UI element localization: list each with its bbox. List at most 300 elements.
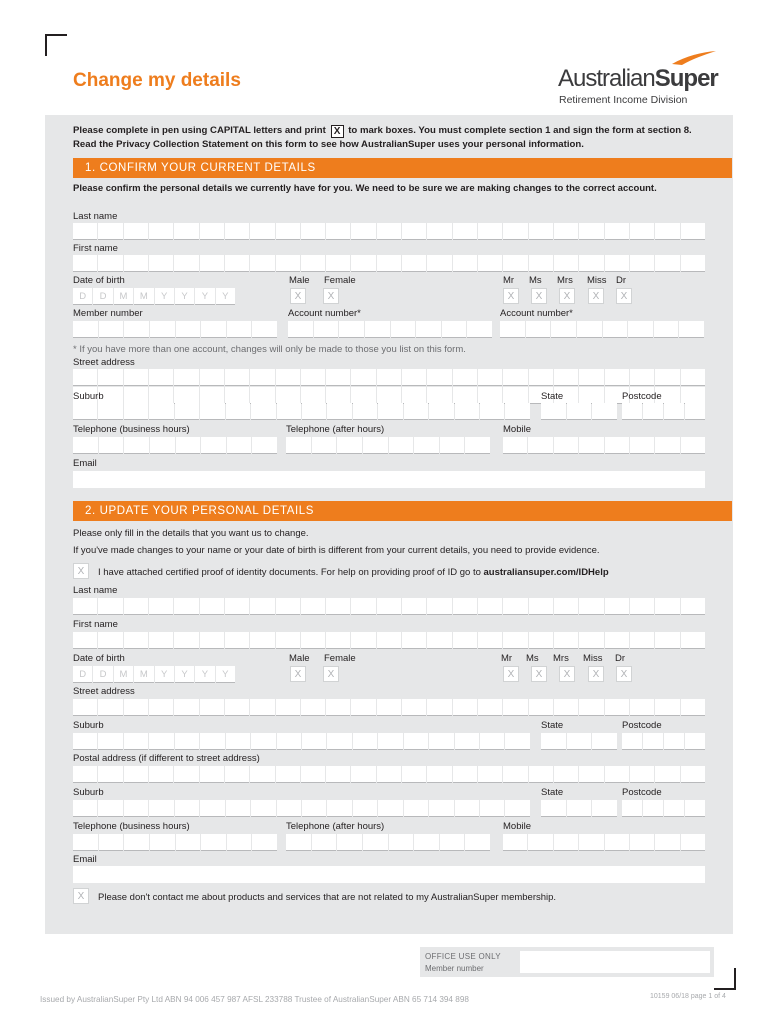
char-cell[interactable] [176, 321, 201, 338]
char-cell[interactable] [250, 223, 274, 240]
char-cell[interactable] [567, 800, 592, 817]
char-cell[interactable] [579, 766, 603, 783]
char-cell[interactable] [73, 598, 97, 615]
char-cell[interactable] [503, 369, 527, 386]
char-cell[interactable] [402, 766, 426, 783]
char-cell[interactable] [453, 387, 477, 404]
s2-male-checkbox[interactable]: X [290, 666, 306, 682]
date-cell[interactable]: Y [155, 666, 174, 683]
char-cell[interactable] [351, 223, 375, 240]
char-cell[interactable] [175, 403, 199, 420]
s2-dr-checkbox[interactable]: X [616, 666, 632, 682]
char-cell[interactable] [655, 223, 679, 240]
char-cell[interactable] [579, 834, 603, 851]
char-cell[interactable] [98, 255, 122, 272]
char-cell[interactable] [99, 437, 124, 454]
char-cell[interactable] [440, 437, 465, 454]
char-cell[interactable] [252, 437, 277, 454]
char-cell[interactable] [226, 403, 250, 420]
char-cell[interactable] [363, 437, 388, 454]
char-cell[interactable] [605, 834, 629, 851]
char-cell[interactable] [622, 403, 642, 420]
char-cell[interactable] [655, 632, 679, 649]
char-cell[interactable] [377, 699, 401, 716]
char-cell[interactable] [664, 733, 684, 750]
char-cell[interactable] [73, 699, 97, 716]
char-cell[interactable] [277, 733, 301, 750]
char-cell[interactable] [453, 766, 477, 783]
char-cell[interactable] [685, 800, 705, 817]
char-cell[interactable] [73, 632, 97, 649]
char-cell[interactable] [414, 437, 439, 454]
char-cell[interactable] [225, 632, 249, 649]
char-cell[interactable] [227, 834, 252, 851]
char-cell[interactable] [503, 387, 527, 404]
date-cell[interactable]: Y [216, 666, 235, 683]
char-cell[interactable] [478, 387, 502, 404]
char-cell[interactable] [176, 437, 201, 454]
char-cell[interactable] [429, 733, 453, 750]
char-cell[interactable] [301, 766, 325, 783]
char-cell[interactable] [149, 632, 173, 649]
char-cell[interactable] [429, 403, 453, 420]
char-cell[interactable] [453, 598, 477, 615]
s2-mrs-checkbox[interactable]: X [559, 666, 575, 682]
char-cell[interactable] [149, 766, 173, 783]
s1-mrs-checkbox[interactable]: X [559, 288, 575, 304]
char-cell[interactable] [453, 255, 477, 272]
char-cell[interactable] [301, 387, 325, 404]
char-cell[interactable] [327, 403, 351, 420]
char-cell[interactable] [503, 632, 527, 649]
char-cell[interactable] [200, 632, 224, 649]
char-cell[interactable] [353, 733, 377, 750]
char-cell[interactable] [630, 598, 654, 615]
char-cell[interactable] [605, 255, 629, 272]
s2-tel-after-input[interactable] [286, 834, 490, 851]
char-cell[interactable] [250, 255, 274, 272]
char-cell[interactable] [98, 598, 122, 615]
char-cell[interactable] [225, 255, 249, 272]
char-cell[interactable] [404, 733, 428, 750]
s2-first-name-input[interactable] [73, 632, 705, 649]
char-cell[interactable] [592, 800, 617, 817]
char-cell[interactable] [312, 437, 337, 454]
char-cell[interactable] [503, 255, 527, 272]
char-cell[interactable] [528, 437, 552, 454]
char-cell[interactable] [467, 321, 492, 338]
char-cell[interactable] [200, 598, 224, 615]
char-cell[interactable] [478, 223, 502, 240]
s1-suburb-input[interactable] [73, 403, 530, 420]
char-cell[interactable] [351, 255, 375, 272]
char-cell[interactable] [365, 321, 390, 338]
char-cell[interactable] [98, 766, 122, 783]
char-cell[interactable] [99, 321, 124, 338]
char-cell[interactable] [351, 598, 375, 615]
char-cell[interactable] [630, 369, 654, 386]
char-cell[interactable] [174, 632, 198, 649]
s1-street-input-line-2[interactable] [73, 387, 705, 404]
char-cell[interactable] [98, 733, 122, 750]
char-cell[interactable] [201, 834, 226, 851]
s1-mr-checkbox[interactable]: X [503, 288, 519, 304]
char-cell[interactable] [554, 766, 578, 783]
char-cell[interactable] [453, 369, 477, 386]
date-cell[interactable]: D [73, 666, 92, 683]
char-cell[interactable] [427, 699, 451, 716]
char-cell[interactable] [622, 800, 642, 817]
char-cell[interactable] [99, 834, 124, 851]
s1-mobile-input[interactable] [503, 437, 705, 454]
char-cell[interactable] [225, 699, 249, 716]
char-cell[interactable] [73, 223, 97, 240]
s2-postcode-input[interactable] [622, 733, 705, 750]
char-cell[interactable] [277, 403, 301, 420]
char-cell[interactable] [301, 369, 325, 386]
char-cell[interactable] [402, 699, 426, 716]
char-cell[interactable] [579, 255, 603, 272]
char-cell[interactable] [73, 800, 97, 817]
char-cell[interactable] [628, 321, 653, 338]
char-cell[interactable] [679, 321, 704, 338]
char-cell[interactable] [149, 223, 173, 240]
char-cell[interactable] [276, 255, 300, 272]
char-cell[interactable] [326, 632, 350, 649]
char-cell[interactable] [98, 403, 122, 420]
char-cell[interactable] [276, 369, 300, 386]
s2-mr-checkbox[interactable]: X [503, 666, 519, 682]
s1-dob-input[interactable] [73, 288, 235, 305]
char-cell[interactable] [73, 834, 98, 851]
char-cell[interactable] [174, 766, 198, 783]
char-cell[interactable] [225, 369, 249, 386]
s2-street-input[interactable] [73, 699, 705, 716]
char-cell[interactable] [124, 321, 149, 338]
s2-proof-checkbox[interactable]: X [73, 563, 89, 579]
char-cell[interactable] [554, 699, 578, 716]
char-cell[interactable] [427, 387, 451, 404]
char-cell[interactable] [200, 223, 224, 240]
date-cell[interactable]: Y [195, 666, 214, 683]
char-cell[interactable] [480, 733, 504, 750]
char-cell[interactable] [402, 255, 426, 272]
char-cell[interactable] [73, 403, 97, 420]
char-cell[interactable] [605, 699, 629, 716]
char-cell[interactable] [427, 598, 451, 615]
char-cell[interactable] [73, 321, 98, 338]
char-cell[interactable] [174, 598, 198, 615]
char-cell[interactable] [302, 800, 326, 817]
char-cell[interactable] [149, 699, 173, 716]
char-cell[interactable] [227, 437, 252, 454]
char-cell[interactable] [251, 403, 275, 420]
char-cell[interactable] [200, 766, 224, 783]
char-cell[interactable] [655, 766, 679, 783]
char-cell[interactable] [124, 632, 148, 649]
char-cell[interactable] [351, 387, 375, 404]
char-cell[interactable] [327, 800, 351, 817]
char-cell[interactable] [302, 733, 326, 750]
char-cell[interactable] [643, 800, 663, 817]
char-cell[interactable] [351, 699, 375, 716]
char-cell[interactable] [301, 699, 325, 716]
char-cell[interactable] [225, 223, 249, 240]
char-cell[interactable] [124, 437, 149, 454]
char-cell[interactable] [529, 598, 553, 615]
char-cell[interactable] [605, 632, 629, 649]
char-cell[interactable] [276, 699, 300, 716]
char-cell[interactable] [541, 403, 566, 420]
char-cell[interactable] [124, 223, 148, 240]
char-cell[interactable] [174, 699, 198, 716]
char-cell[interactable] [98, 699, 122, 716]
s1-dr-checkbox[interactable]: X [616, 288, 632, 304]
char-cell[interactable] [503, 598, 527, 615]
char-cell[interactable] [276, 766, 300, 783]
char-cell[interactable] [176, 834, 201, 851]
s1-email-input[interactable] [73, 471, 705, 488]
char-cell[interactable] [529, 255, 553, 272]
char-cell[interactable] [505, 403, 529, 420]
char-cell[interactable] [150, 834, 175, 851]
char-cell[interactable] [175, 800, 199, 817]
char-cell[interactable] [149, 800, 173, 817]
char-cell[interactable] [404, 800, 428, 817]
char-cell[interactable] [174, 369, 198, 386]
s1-account-number-2-input[interactable] [500, 321, 704, 338]
char-cell[interactable] [286, 834, 311, 851]
char-cell[interactable] [402, 223, 426, 240]
char-cell[interactable] [200, 387, 224, 404]
char-cell[interactable] [377, 766, 401, 783]
s1-ms-checkbox[interactable]: X [531, 288, 547, 304]
char-cell[interactable] [301, 223, 325, 240]
char-cell[interactable] [73, 369, 97, 386]
s2-suburb2-input[interactable] [73, 800, 530, 817]
char-cell[interactable] [427, 255, 451, 272]
char-cell[interactable] [592, 733, 617, 750]
date-cell[interactable]: M [134, 666, 153, 683]
char-cell[interactable] [554, 598, 578, 615]
char-cell[interactable] [554, 223, 578, 240]
char-cell[interactable] [605, 766, 629, 783]
char-cell[interactable] [551, 321, 576, 338]
char-cell[interactable] [276, 223, 300, 240]
s2-ms-checkbox[interactable]: X [531, 666, 547, 682]
char-cell[interactable] [225, 598, 249, 615]
s1-female-checkbox[interactable]: X [323, 288, 339, 304]
char-cell[interactable] [455, 403, 479, 420]
char-cell[interactable] [529, 766, 553, 783]
char-cell[interactable] [363, 834, 388, 851]
char-cell[interactable] [442, 321, 467, 338]
char-cell[interactable] [577, 321, 602, 338]
char-cell[interactable] [592, 403, 617, 420]
s2-email-input[interactable] [73, 866, 705, 883]
char-cell[interactable] [630, 699, 654, 716]
char-cell[interactable] [503, 223, 527, 240]
char-cell[interactable] [505, 733, 529, 750]
char-cell[interactable] [200, 369, 224, 386]
char-cell[interactable] [150, 321, 175, 338]
char-cell[interactable] [251, 733, 275, 750]
char-cell[interactable] [681, 598, 705, 615]
char-cell[interactable] [529, 369, 553, 386]
char-cell[interactable] [377, 255, 401, 272]
char-cell[interactable] [480, 403, 504, 420]
char-cell[interactable] [630, 223, 654, 240]
char-cell[interactable] [402, 632, 426, 649]
char-cell[interactable] [327, 733, 351, 750]
s2-mobile-input[interactable] [503, 834, 705, 851]
char-cell[interactable] [225, 387, 249, 404]
s1-last-name-input[interactable] [73, 223, 705, 240]
char-cell[interactable] [326, 387, 350, 404]
char-cell[interactable] [377, 369, 401, 386]
s1-state-input[interactable] [541, 403, 617, 420]
char-cell[interactable] [250, 369, 274, 386]
s1-street-input[interactable] [73, 369, 705, 386]
char-cell[interactable] [73, 437, 98, 454]
char-cell[interactable] [429, 800, 453, 817]
char-cell[interactable] [416, 321, 441, 338]
s1-account-number-1-input[interactable] [288, 321, 492, 338]
char-cell[interactable] [389, 437, 414, 454]
char-cell[interactable] [312, 834, 337, 851]
char-cell[interactable] [314, 321, 339, 338]
char-cell[interactable] [567, 403, 592, 420]
char-cell[interactable] [174, 387, 198, 404]
char-cell[interactable] [149, 733, 173, 750]
char-cell[interactable] [503, 437, 527, 454]
char-cell[interactable] [605, 223, 629, 240]
char-cell[interactable] [351, 632, 375, 649]
char-cell[interactable] [465, 437, 490, 454]
char-cell[interactable] [427, 632, 451, 649]
char-cell[interactable] [201, 437, 226, 454]
char-cell[interactable] [541, 800, 566, 817]
char-cell[interactable] [124, 369, 148, 386]
s2-postal-input[interactable] [73, 766, 705, 783]
char-cell[interactable] [402, 598, 426, 615]
date-cell[interactable]: D [93, 666, 112, 683]
char-cell[interactable] [377, 387, 401, 404]
char-cell[interactable] [685, 733, 705, 750]
s2-suburb-input[interactable] [73, 733, 530, 750]
char-cell[interactable] [98, 223, 122, 240]
char-cell[interactable] [605, 369, 629, 386]
char-cell[interactable] [250, 387, 274, 404]
char-cell[interactable] [453, 632, 477, 649]
char-cell[interactable] [681, 223, 705, 240]
char-cell[interactable] [554, 437, 578, 454]
char-cell[interactable] [414, 834, 439, 851]
char-cell[interactable] [579, 632, 603, 649]
char-cell[interactable] [124, 598, 148, 615]
char-cell[interactable] [124, 403, 148, 420]
s2-tel-business-input[interactable] [73, 834, 277, 851]
char-cell[interactable] [478, 255, 502, 272]
char-cell[interactable] [251, 800, 275, 817]
char-cell[interactable] [175, 733, 199, 750]
char-cell[interactable] [681, 766, 705, 783]
char-cell[interactable] [655, 437, 679, 454]
char-cell[interactable] [200, 699, 224, 716]
char-cell[interactable] [655, 598, 679, 615]
char-cell[interactable] [567, 733, 592, 750]
char-cell[interactable] [554, 632, 578, 649]
char-cell[interactable] [622, 733, 642, 750]
char-cell[interactable] [301, 632, 325, 649]
char-cell[interactable] [124, 834, 149, 851]
char-cell[interactable] [337, 834, 362, 851]
date-cell[interactable]: M [114, 666, 133, 683]
char-cell[interactable] [226, 733, 250, 750]
char-cell[interactable] [605, 598, 629, 615]
char-cell[interactable] [664, 800, 684, 817]
char-cell[interactable] [478, 699, 502, 716]
char-cell[interactable] [404, 403, 428, 420]
char-cell[interactable] [326, 223, 350, 240]
date-cell[interactable]: Y [216, 288, 235, 305]
char-cell[interactable] [98, 369, 122, 386]
char-cell[interactable] [579, 699, 603, 716]
char-cell[interactable] [427, 223, 451, 240]
char-cell[interactable] [681, 437, 705, 454]
char-cell[interactable] [643, 733, 663, 750]
char-cell[interactable] [124, 255, 148, 272]
date-cell[interactable]: M [114, 288, 133, 305]
char-cell[interactable] [326, 766, 350, 783]
char-cell[interactable] [302, 403, 326, 420]
date-cell[interactable]: M [134, 288, 153, 305]
char-cell[interactable] [124, 699, 148, 716]
char-cell[interactable] [149, 369, 173, 386]
char-cell[interactable] [605, 437, 629, 454]
char-cell[interactable] [337, 437, 362, 454]
char-cell[interactable] [326, 369, 350, 386]
char-cell[interactable] [277, 800, 301, 817]
char-cell[interactable] [339, 321, 364, 338]
char-cell[interactable] [250, 632, 274, 649]
char-cell[interactable] [603, 321, 628, 338]
char-cell[interactable] [579, 437, 603, 454]
char-cell[interactable] [149, 598, 173, 615]
char-cell[interactable] [630, 437, 654, 454]
char-cell[interactable] [201, 321, 226, 338]
char-cell[interactable] [149, 403, 173, 420]
char-cell[interactable] [630, 834, 654, 851]
char-cell[interactable] [455, 733, 479, 750]
char-cell[interactable] [541, 733, 566, 750]
char-cell[interactable] [478, 766, 502, 783]
char-cell[interactable] [402, 387, 426, 404]
s1-member-number-input[interactable] [73, 321, 277, 338]
char-cell[interactable] [252, 834, 277, 851]
char-cell[interactable] [98, 800, 122, 817]
char-cell[interactable] [377, 632, 401, 649]
char-cell[interactable] [681, 632, 705, 649]
char-cell[interactable] [353, 800, 377, 817]
char-cell[interactable] [630, 632, 654, 649]
char-cell[interactable] [478, 632, 502, 649]
s1-first-name-input[interactable] [73, 255, 705, 272]
char-cell[interactable] [226, 800, 250, 817]
char-cell[interactable] [378, 403, 402, 420]
char-cell[interactable] [377, 598, 401, 615]
char-cell[interactable] [149, 255, 173, 272]
